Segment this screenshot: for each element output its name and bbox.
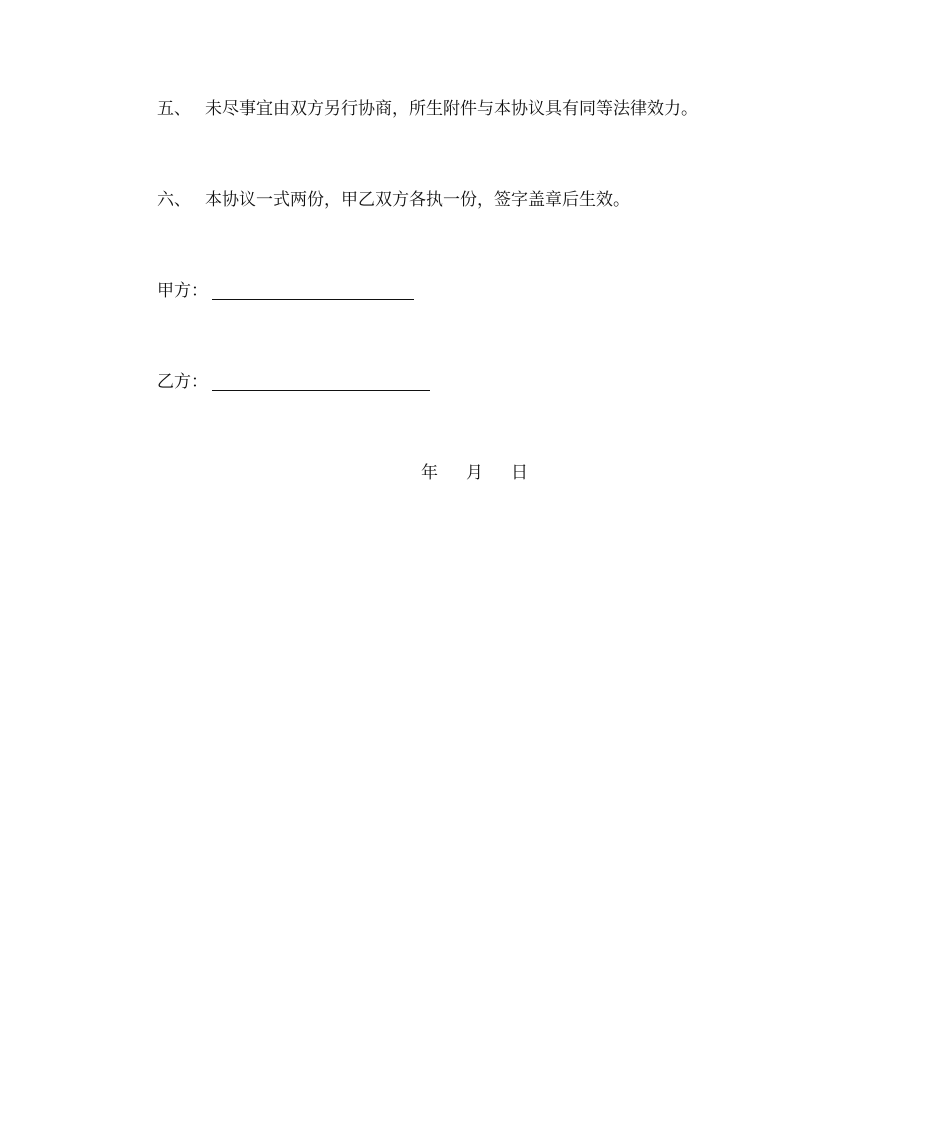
clause-5: [157, 97, 698, 121]
clause-text: 未尽事宜由双方另行协商，所生附件与本协议具有同等法律效力。: [205, 99, 698, 119]
clause-number: 六、: [157, 190, 191, 210]
party-b-label: 乙方：: [157, 372, 208, 392]
party-b-signature: [157, 370, 208, 394]
party-a-label: 甲方：: [157, 281, 208, 301]
party-a-signature-line: [212, 299, 414, 300]
party-a-signature: [157, 279, 208, 303]
clause-number: 五、: [157, 99, 191, 119]
date-line: [421, 461, 528, 485]
clause-6: [157, 188, 630, 212]
party-b-signature-line: [212, 390, 430, 391]
clause-text: 本协议一式两份，甲乙双方各执一份，签字盖章后生效。: [205, 190, 630, 210]
date-day-label: 日: [511, 463, 528, 483]
date-month-label: 月: [466, 463, 483, 483]
date-year-label: 年: [421, 463, 438, 483]
